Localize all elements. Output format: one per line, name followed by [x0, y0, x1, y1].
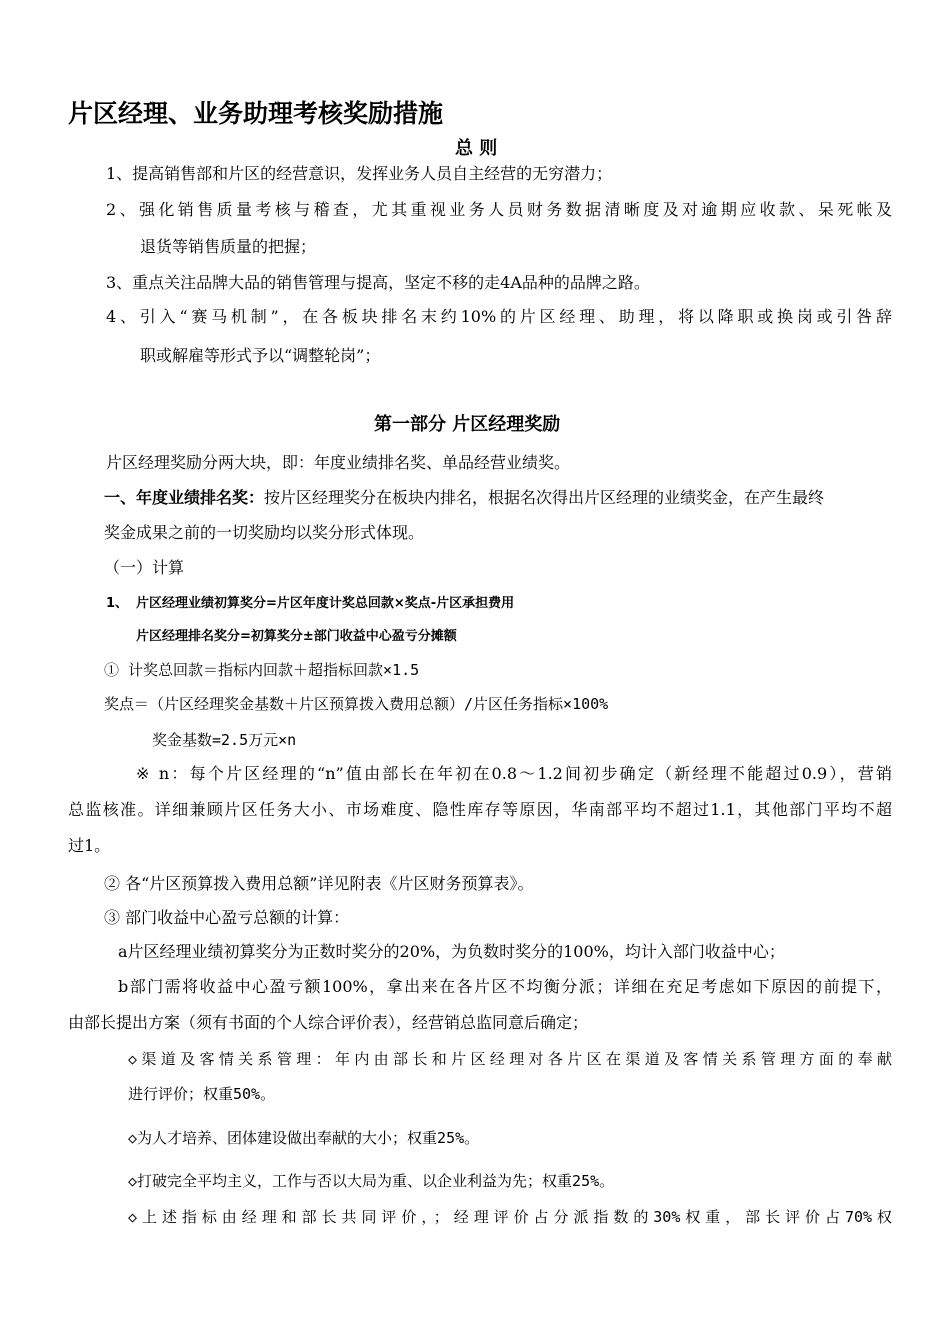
part1-heading: 第一部分 片区经理奖励: [374, 414, 561, 435]
base-formula: 奖金基数=2.5万元×n: [152, 731, 297, 749]
general-rule-3: 3、重点关注品牌大品的销售管理与提高，坚定不移的走4A品种的品牌之路。: [106, 273, 650, 292]
item-3a: a片区经理业绩初算奖分为正数时奖分的20%，为负数时奖分的100%，均计入部门收益中心；: [118, 942, 785, 961]
section1-text-2: 奖金成果之前的一切奖励均以奖分形式体现。: [104, 523, 425, 542]
general-rule-2-cont: 退货等销售质量的把握；: [140, 237, 317, 256]
item-1-formula: ① 计奖总回款＝指标内回款＋超指标回款×1.5: [104, 661, 420, 679]
general-rule-4-cont: 职或解雇等形式予以“调整轮岗”；: [140, 346, 381, 365]
formula-2: 片区经理排名奖分=初算奖分±部门收益中心盈亏分摊额: [136, 629, 457, 644]
note-line-2: 总监核准。详细兼顾片区任务大小、市场难度、隐性库存等原因，华南部平均不超过1.1，其他部门平均不超: [68, 800, 892, 819]
criteria-4: ◇上述指标由经理和部长共同评价，；经理评价占分派指数的30%权重，部长评价占70%权: [128, 1208, 892, 1226]
item-3: ③ 部门收益中心盈亏总额的计算：: [104, 908, 350, 927]
section1-label: 一、年度业绩排名奖：: [104, 488, 265, 507]
part1-intro: 片区经理奖励分两大块，即：年度业绩排名奖、单品经营业绩奖。: [106, 453, 571, 472]
criteria-1-line-1: ◇渠道及客情关系管理：年内由部长和片区经理对各片区在渠道及客情关系管理方面的奉献: [128, 1050, 892, 1068]
section1-text-1: 按片区经理奖分在板块内排名，根据名次得出片区经理的业绩奖金，在产生最终: [264, 488, 825, 507]
general-rule-4: 4、引入“赛马机制”，在各板块排名末约10%的片区经理、助理，将以降职或换岗或引咎辞: [106, 307, 892, 326]
formula-1-number: 1、: [106, 596, 129, 611]
calc-label: （一）计算: [104, 558, 185, 577]
item-3b-line-1: b部门需将收益中心盈亏额100%，拿出来在各片区不均衡分派；详细在充足考虑如下原因的前提下，: [118, 977, 892, 996]
criteria-1-line-2: 进行评价；权重50%。: [128, 1085, 276, 1103]
general-heading: 总 则: [455, 138, 498, 159]
note-line-1: ※ n：每个片区经理的“n”值由部长在年初在0.8～1.2间初步确定（新经理不能超过0.9），营销: [136, 764, 892, 783]
item-3b-line-2: 由部长提出方案（须有书面的个人综合评价表），经营销总监同意后确定；: [68, 1013, 589, 1032]
note-line-3: 过1。: [68, 836, 111, 855]
item-2: ② 各“片区预算拨入费用总额”详见附表《片区财务预算表》。: [104, 874, 534, 893]
document-title: 片区经理、业务助理考核奖励措施: [68, 99, 444, 128]
section1-paragraph: [104, 487, 824, 509]
formula-1: 片区经理业绩初算奖分=片区年度计奖总回款×奖点-片区承担费用: [136, 596, 515, 611]
points-formula: 奖点＝（片区经理奖金基数＋片区预算拨入费用总额）/片区任务指标×100%: [104, 695, 609, 713]
criteria-3: ◇打破完全平均主义，工作与否以大局为重、以企业利益为先；权重25%。: [128, 1172, 615, 1190]
general-rule-1: 1、提高销售部和片区的经营意识，发挥业务人员自主经营的无穷潜力；: [106, 164, 613, 183]
general-rule-2: 2、强化销售质量考核与稽查，尤其重视业务人员财务数据清晰度及对逾期应收款、呆死帐及: [106, 200, 892, 219]
criteria-2: ◇为人才培养、团体建设做出奉献的大小；权重25%。: [128, 1129, 480, 1147]
